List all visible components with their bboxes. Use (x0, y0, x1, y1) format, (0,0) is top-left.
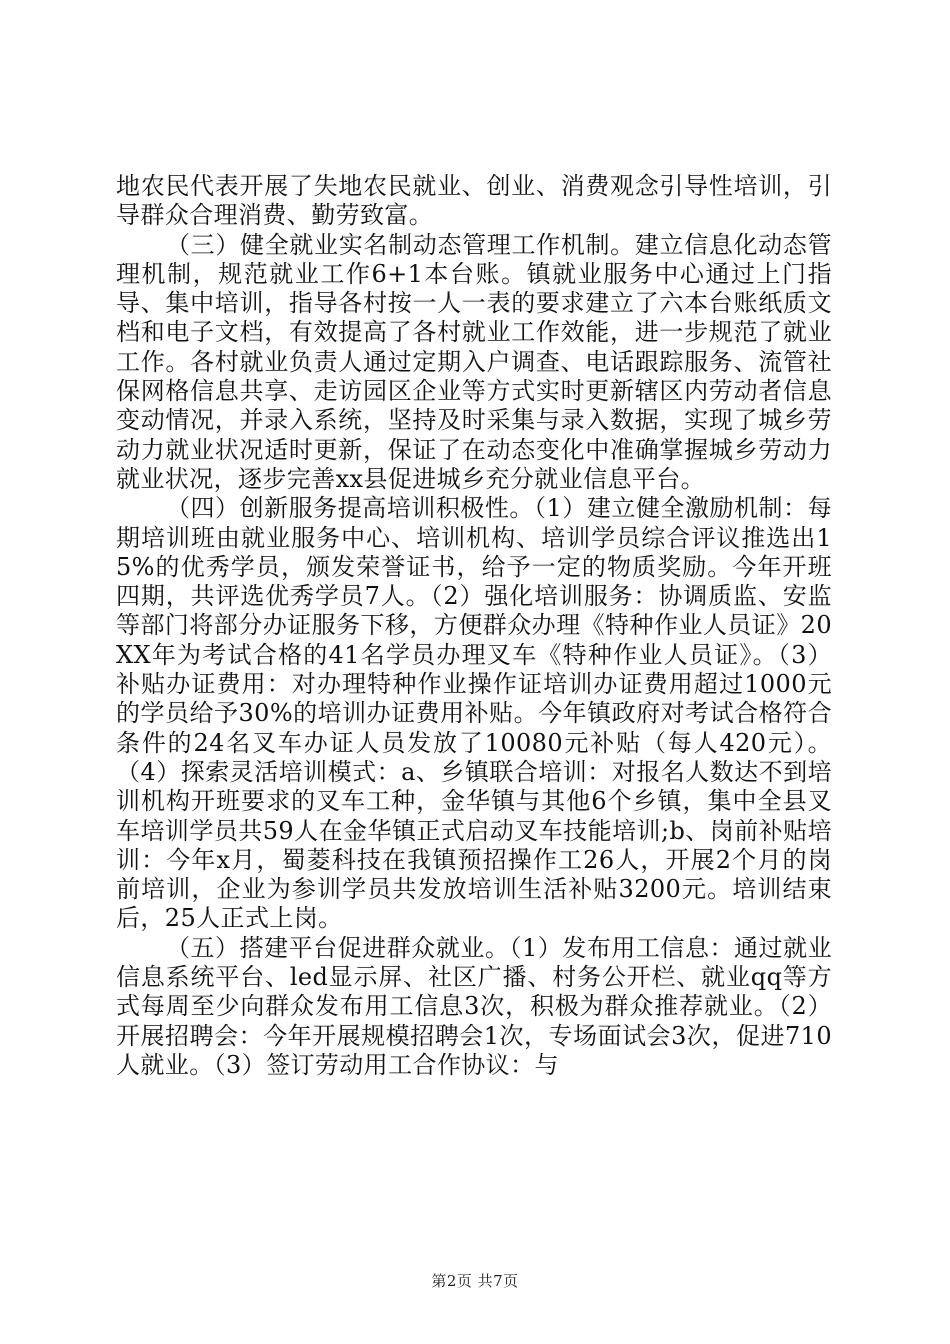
document-body (116, 172, 832, 1080)
paragraph-continuation: 地农民代表开展了失地农民就业、创业、消费观念引导性培训，引导群众合理消费、勤劳致富。 (116, 172, 832, 230)
paragraph-section-4: （四）创新服务提高培训积极性。（1）建立健全激励机制：每期培训班由就业服务中心、培训机构、培训学员综合评议推选出15%的优秀学员，颁发荣誉证书，给予一定的物质奖励。今年开班四期，共评选优秀学员7人。（2）强化培训服务：协调质监、安监等部门将部分办证服务下移，方便群众办理《特种作业人员证》20XX年为考试合格的41名学员办理叉车《特种作业人员证》。（3）补贴办证费用：对办理特种作业操作证培训办证费用超过1000元的学员给予30%的培训办证费用补贴。今年镇政府对考试合格符合条件的24名叉车办证人员发放了10080元补贴（每人420元）。（4）探索灵活培训模式：a、乡镇联合培训：对报名人数达不到培训机构开班要求的叉车工种，金华镇与其他6个乡镇，集中全县叉车培训学员共59人在金华镇正式启动叉车技能培训;b、岗前补贴培训：今年x月，蜀菱科技在我镇预招操作工26人，开展2个月的岗前培训，企业为参训学员共发放培训生活补贴3200元。培训结束后，25人正式上岗。 (116, 494, 832, 933)
page-number-footer: 第2页 共7页 (431, 1272, 519, 1290)
paragraph-section-5: （五）搭建平台促进群众就业。（1）发布用工信息：通过就业信息系统平台、led显示屏、社区广播、村务公开栏、就业qq等方式每周至少向群众发布用工信息3次，积极为群众推荐就业。（2）开展招聘会：今年开展规模招聘会1次，专场面试会3次，促进710人就业。（3）签订劳动用工合作协议：与 (116, 933, 832, 1079)
paragraph-section-3: （三）健全就业实名制动态管理工作机制。建立信息化动态管理机制，规范就业工作6+1本台账。镇就业服务中心通过上门指导、集中培训，指导各村按一人一表的要求建立了六本台账纸质文档和电子文档，有效提高了各村就业工作效能，进一步规范了就业工作。各村就业负责人通过定期入户调查、电话跟踪服务、流管社保网格信息共享、走访园区企业等方式实时更新辖区内劳动者信息变动情况，并录入系统，坚持及时采集与录入数据，实现了城乡劳动力就业状况适时更新，保证了在动态变化中准确掌握城乡劳动力就业状况，逐步完善xx县促进城乡充分就业信息平台。 (116, 230, 832, 493)
